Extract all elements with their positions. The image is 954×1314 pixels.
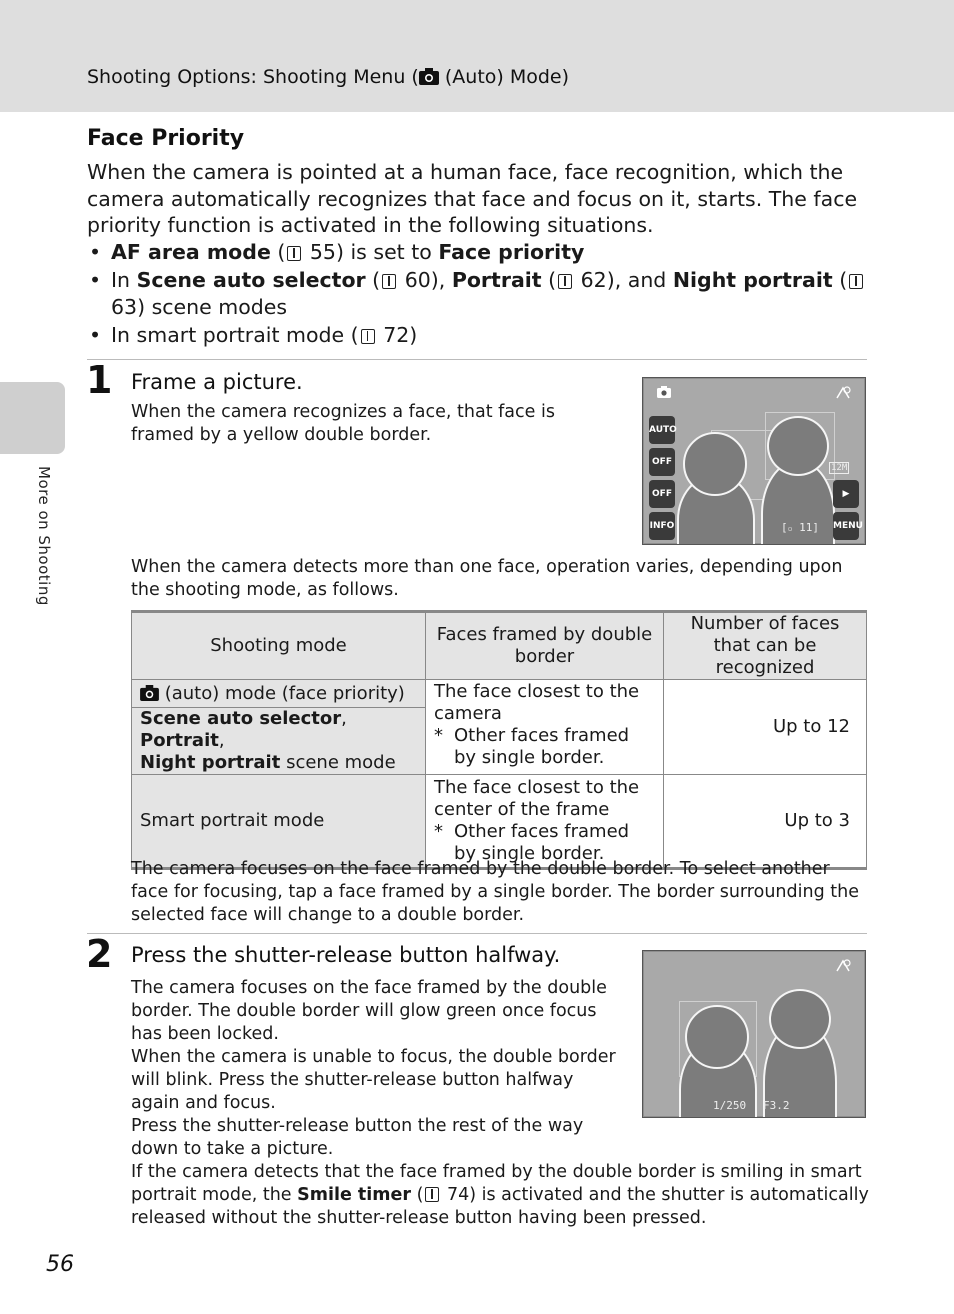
step-text: The camera focuses on the face framed by the double border. To select another face for focusing, tap a face framed by a single border. The border surrounding the selected face will change to a double border. — [131, 859, 859, 925]
bold-term: Smile timer — [297, 1185, 412, 1205]
text: 72) — [376, 322, 418, 347]
person-head — [769, 989, 831, 1049]
shooting-mode-table — [131, 610, 867, 870]
playback-icon[interactable]: ▶ — [833, 480, 859, 508]
faces-text: The face closest to the center of the frame — [434, 777, 640, 820]
table-cell: Smart portrait mode — [132, 775, 426, 869]
text: 74) is activated and the shutter is automatically released without the shutter-release button having been pressed. — [131, 1185, 869, 1228]
step-text: The camera focuses on the face framed by the double border. The double border will glow green once focus has been locked. — [131, 978, 607, 1044]
faces-note: * Other faces framed by single border. — [434, 821, 655, 865]
bold-term: AF area mode — [111, 240, 271, 264]
step-text — [131, 1161, 871, 1230]
camera-icon — [419, 68, 439, 85]
header-prefix: Shooting Options: Shooting Menu ( — [87, 66, 419, 88]
camera-monitor-illustration — [642, 950, 866, 1118]
bold-term: Scene auto selector — [140, 708, 342, 729]
table-cell — [426, 680, 664, 775]
bold-term: Scene auto selector — [136, 267, 366, 292]
table-row — [132, 680, 867, 708]
intro-paragraph: When the camera is pointed at a human face, face recognition, which the camera automatically recognizes that face and focus on it, starts. The face priority function is activated in the following situations. — [87, 160, 858, 237]
camera-icon — [140, 685, 159, 701]
faces-text: The face closest to the camera — [434, 681, 640, 724]
section-title: Face Priority — [87, 126, 245, 151]
list-item — [87, 239, 877, 267]
text: , — [341, 708, 347, 729]
divider — [87, 359, 867, 360]
table-row — [132, 775, 867, 869]
chapter-label: More on Shooting — [35, 466, 53, 606]
running-header — [87, 66, 569, 88]
remaining-exposures: [▫ 11] — [781, 521, 819, 534]
table-cell: Up to 12 — [664, 680, 867, 775]
list-item — [87, 322, 877, 350]
header-suffix: (Auto) Mode) — [438, 66, 570, 88]
table-cell — [426, 775, 664, 869]
column-header: Number of faces that can be recognized — [664, 612, 867, 680]
text: scene mode — [280, 752, 396, 773]
remaining-count: 11 — [799, 521, 813, 534]
menu-icon[interactable]: MENU — [833, 512, 859, 540]
self-timer-icon[interactable]: OFF — [649, 448, 675, 476]
vibration-reduction-icon — [835, 386, 853, 400]
table-cell: Up to 3 — [664, 775, 867, 869]
aperture-value: F3.2 — [763, 1099, 790, 1112]
divider — [87, 933, 867, 934]
step-number: 1 — [86, 358, 113, 402]
text: 55) is set to — [303, 240, 439, 264]
text: In — [111, 267, 137, 292]
column-header: Shooting mode — [132, 612, 426, 680]
step-title: Frame a picture. — [131, 370, 303, 394]
page-number: 56 — [46, 1252, 74, 1277]
step-number: 2 — [86, 932, 113, 976]
mode-name: (auto) mode (face priority) — [159, 682, 405, 704]
bold-term: Face priority — [438, 240, 585, 264]
step-title: Press the shutter-release button halfway. — [131, 943, 561, 967]
bold-term: Portrait — [140, 730, 219, 751]
text: ( — [832, 267, 848, 292]
text: ( — [270, 240, 286, 264]
table-cell — [132, 680, 426, 708]
bold-term: Night portrait — [672, 267, 833, 292]
step-text: When the camera is unable to focus, the double border will blink. Press the shutter-release button halfway again and focus. — [131, 1047, 616, 1113]
text: , — [218, 730, 225, 751]
text: 62), and — [574, 267, 673, 292]
faces-note: * Other faces framed by single border. — [434, 725, 655, 769]
camera-monitor-illustration — [642, 377, 866, 545]
info-icon[interactable]: INFO — [649, 512, 675, 540]
text: 60), — [398, 267, 452, 292]
table-header-row — [132, 612, 867, 680]
book-icon — [382, 274, 396, 289]
shutter-speed: 1/250 — [713, 1099, 747, 1112]
bold-term: Night portrait — [140, 752, 281, 773]
book-icon — [361, 329, 375, 344]
text: ( — [541, 267, 557, 292]
text: 63) scene modes — [111, 295, 288, 319]
text: In smart portrait mode ( — [111, 322, 359, 347]
step-text: When the camera recognizes a face, that face is framed by a yellow double border. — [131, 402, 555, 445]
bold-term: Portrait — [451, 267, 542, 292]
text: If the camera detects that the face framed by the double border is smiling in smart portrait mode, the — [131, 1162, 862, 1205]
person-head — [767, 416, 829, 476]
vibration-reduction-icon — [835, 959, 853, 973]
step-text: Press the shutter-release button the rest of the way down to take a picture. — [131, 1116, 584, 1159]
person-head — [683, 432, 747, 496]
scene-auto-icon[interactable]: AUTO — [649, 416, 675, 444]
text: ( — [365, 267, 381, 292]
text: ( — [411, 1185, 424, 1205]
header-band — [0, 0, 954, 112]
person-head — [685, 1005, 749, 1069]
situation-list — [87, 239, 877, 349]
list-item — [87, 267, 877, 322]
book-icon — [849, 274, 863, 289]
step-text: When the camera detects more than one face, operation varies, depending upon the shooting mode, as follows. — [131, 557, 843, 600]
book-icon — [287, 246, 301, 261]
book-icon — [425, 1187, 439, 1202]
memory-icon: ▫ — [787, 524, 793, 533]
macro-icon[interactable]: OFF — [649, 480, 675, 508]
camera-mode-icon — [657, 386, 671, 398]
book-icon — [558, 274, 572, 289]
column-header: Faces framed by double border — [426, 612, 664, 680]
chapter-tab — [0, 382, 65, 454]
table-cell — [132, 708, 426, 775]
image-size-icon: 12M — [831, 463, 848, 473]
